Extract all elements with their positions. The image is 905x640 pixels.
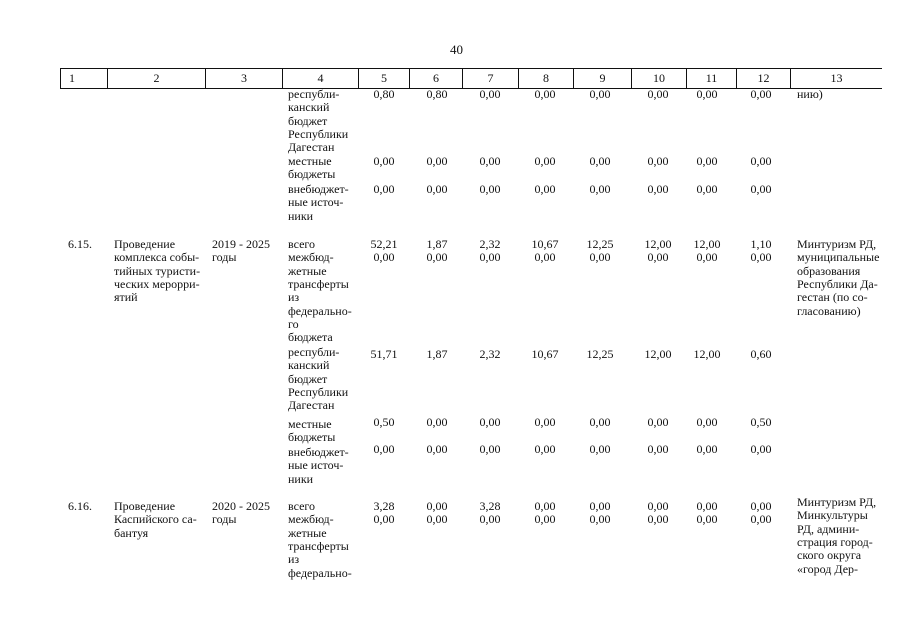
value-cell: 0,00 bbox=[750, 250, 772, 265]
value-cell: 0,00 bbox=[647, 182, 669, 196]
header-col-13: 13 bbox=[790, 69, 882, 88]
value-cell: 0,00 bbox=[589, 250, 611, 265]
source-label: федерально- bbox=[288, 565, 352, 580]
source-label: бюджет bbox=[288, 371, 328, 386]
value-cell: 3,28 bbox=[479, 499, 501, 513]
page-number: 40 bbox=[450, 42, 463, 57]
header-col-8: 8 bbox=[518, 69, 573, 88]
source-label: бюджеты bbox=[288, 430, 336, 445]
source-label: канский bbox=[288, 100, 330, 115]
value-cell: 0,00 bbox=[479, 87, 501, 101]
value-cell: 0,00 bbox=[479, 415, 501, 429]
value-cell: 0,00 bbox=[647, 499, 669, 513]
value-cell: 0,50 bbox=[373, 415, 395, 429]
value-cell: 0,80 bbox=[373, 87, 395, 101]
value-cell: 1,10 bbox=[750, 237, 772, 251]
executor: Минкультуры bbox=[797, 508, 868, 523]
value-cell: 12,00 bbox=[693, 237, 721, 251]
value-cell: 0,00 bbox=[426, 442, 448, 456]
value-cell: 52,21 bbox=[370, 237, 398, 251]
value-cell: 0,00 bbox=[750, 182, 772, 196]
value-cell: 0,00 bbox=[589, 154, 611, 168]
value-cell: 0,00 bbox=[534, 499, 556, 513]
value-cell: 12,00 bbox=[644, 347, 672, 361]
header-col-7: 7 bbox=[462, 69, 518, 88]
measure-name: Проведение bbox=[114, 499, 176, 513]
value-cell: 0,00 bbox=[750, 512, 772, 527]
value-cell: 0,00 bbox=[534, 87, 556, 101]
value-cell: 0,00 bbox=[696, 415, 718, 429]
header-col-11: 11 bbox=[686, 69, 736, 88]
period: 2020 - 2025 bbox=[212, 499, 270, 513]
source-label: всего bbox=[288, 237, 316, 251]
source-label: го bbox=[288, 316, 299, 331]
source-label: местные bbox=[288, 154, 332, 168]
value-cell: 0,00 bbox=[479, 442, 501, 456]
source-label: ные источ- bbox=[288, 458, 344, 473]
measure-name: Проведение bbox=[114, 237, 176, 251]
executor: страция город- bbox=[797, 534, 873, 549]
measure-name: комплекса собы- bbox=[114, 250, 200, 265]
value-cell: 0,00 bbox=[589, 87, 611, 101]
value-cell: 0,00 bbox=[647, 87, 669, 101]
source-label: из bbox=[288, 552, 300, 567]
period: годы bbox=[212, 512, 237, 527]
executor: Минтуризм РД, bbox=[797, 495, 877, 509]
period: 2019 - 2025 bbox=[212, 237, 270, 251]
measure-name: ятий bbox=[114, 290, 138, 305]
value-cell: 12,25 bbox=[586, 347, 614, 361]
value-cell: 10,67 bbox=[531, 347, 559, 361]
source-label: внебюджет- bbox=[288, 182, 349, 196]
value-cell: 0,00 bbox=[589, 442, 611, 456]
value-cell: 0,00 bbox=[696, 182, 718, 196]
value-cell: 0,00 bbox=[479, 250, 501, 265]
value-cell: 0,00 bbox=[426, 182, 448, 196]
value-cell: 0,00 bbox=[647, 442, 669, 456]
value-cell: 51,71 bbox=[370, 347, 398, 361]
value-cell: 0,00 bbox=[750, 87, 772, 101]
value-cell: 0,00 bbox=[534, 512, 556, 527]
source-label: Дагестан bbox=[288, 398, 335, 413]
source-label: жетные bbox=[288, 525, 327, 540]
source-label: ники bbox=[288, 471, 314, 486]
value-cell: 0,00 bbox=[696, 442, 718, 456]
measure-name: ческих мероpри- bbox=[114, 276, 200, 291]
value-cell: 0,00 bbox=[373, 250, 395, 265]
value-cell: 1,87 bbox=[426, 347, 448, 361]
table-header bbox=[60, 68, 882, 89]
measure-name: бантуя bbox=[114, 525, 149, 540]
value-cell: 0,00 bbox=[534, 182, 556, 196]
source-label: канский bbox=[288, 358, 330, 373]
value-cell: 0,00 bbox=[373, 442, 395, 456]
value-cell: 0,00 bbox=[696, 499, 718, 513]
header-col-2: 2 bbox=[107, 69, 205, 88]
source-label: межбюд- bbox=[288, 512, 334, 527]
value-cell: 0,00 bbox=[373, 182, 395, 196]
value-cell: 0,00 bbox=[589, 182, 611, 196]
value-cell: 0,00 bbox=[373, 154, 395, 168]
value-cell: 0,80 bbox=[426, 87, 448, 101]
value-cell: 0,00 bbox=[534, 250, 556, 265]
value-cell: 12,25 bbox=[586, 237, 614, 251]
value-cell: 0,00 bbox=[426, 512, 448, 527]
value-cell: 0,00 bbox=[750, 499, 772, 513]
header-col-3: 3 bbox=[205, 69, 282, 88]
value-cell: 10,67 bbox=[531, 237, 559, 251]
value-cell: 0,50 bbox=[750, 415, 772, 429]
source-label: жетные bbox=[288, 263, 327, 278]
measure-name: тийных туристи- bbox=[114, 263, 201, 278]
executor: образования bbox=[797, 263, 861, 278]
value-cell: 0,00 bbox=[696, 154, 718, 168]
executor: «город Дер- bbox=[797, 561, 859, 576]
value-cell: 0,00 bbox=[647, 415, 669, 429]
value-cell: 0,00 bbox=[750, 154, 772, 168]
executor: РД, админи- bbox=[797, 521, 860, 536]
source-label: Республики bbox=[288, 126, 349, 141]
executor: Минтуризм РД, bbox=[797, 237, 877, 251]
value-cell: 0,00 bbox=[373, 512, 395, 527]
value-cell: 0,00 bbox=[479, 512, 501, 527]
source-label: межбюд- bbox=[288, 250, 334, 265]
header-col-12: 12 bbox=[736, 69, 790, 88]
value-cell: 0,00 bbox=[696, 87, 718, 101]
executor: гестан (по со- bbox=[797, 290, 868, 305]
source-label: внебюджет- bbox=[288, 445, 349, 459]
executor: Республики Да- bbox=[797, 276, 878, 291]
value-cell: 0,00 bbox=[647, 154, 669, 168]
value-cell: 12,00 bbox=[693, 347, 721, 361]
value-cell: 0,00 bbox=[534, 154, 556, 168]
executor-tail: нию) bbox=[797, 87, 823, 101]
value-cell: 0,00 bbox=[647, 250, 669, 265]
header-col-4: 4 bbox=[282, 69, 358, 88]
source-label: трансферты bbox=[288, 276, 349, 291]
executor: ского округа bbox=[797, 548, 862, 563]
measure-name: Каспийского са- bbox=[114, 512, 197, 527]
source-label: республи- bbox=[288, 87, 340, 101]
source-label: трансферты bbox=[288, 538, 349, 553]
source-label: бюджеты bbox=[288, 167, 336, 182]
value-cell: 0,00 bbox=[426, 250, 448, 265]
source-label: Дагестан bbox=[288, 140, 335, 155]
value-cell: 0,00 bbox=[696, 250, 718, 265]
value-cell: 0,00 bbox=[479, 154, 501, 168]
value-cell: 0,00 bbox=[750, 442, 772, 456]
value-cell: 0,00 bbox=[426, 154, 448, 168]
source-label: всего bbox=[288, 499, 316, 513]
value-cell: 0,00 bbox=[696, 512, 718, 527]
source-label: из bbox=[288, 290, 300, 305]
source-label: республи- bbox=[288, 345, 340, 359]
value-cell: 12,00 bbox=[644, 237, 672, 251]
value-cell: 2,32 bbox=[479, 347, 501, 361]
value-cell: 0,00 bbox=[426, 415, 448, 429]
source-label: ники bbox=[288, 208, 314, 223]
value-cell: 2,32 bbox=[479, 237, 501, 251]
executor: гласованию) bbox=[797, 303, 861, 318]
executor: муниципальные bbox=[797, 250, 880, 265]
value-cell: 0,00 bbox=[589, 512, 611, 527]
value-cell: 0,00 bbox=[589, 499, 611, 513]
value-cell: 0,00 bbox=[534, 442, 556, 456]
source-label: бюджет bbox=[288, 113, 328, 128]
header-col-10: 10 bbox=[631, 69, 686, 88]
period: годы bbox=[212, 250, 237, 265]
source-label: ные источ- bbox=[288, 195, 344, 210]
value-cell: 0,00 bbox=[479, 182, 501, 196]
row-number: 6.16. bbox=[68, 499, 92, 513]
source-label: местные bbox=[288, 417, 332, 431]
value-cell: 0,00 bbox=[647, 512, 669, 527]
source-label: Республики bbox=[288, 384, 349, 399]
source-label: бюджета bbox=[288, 330, 333, 345]
value-cell: 3,28 bbox=[373, 499, 395, 513]
header-col-6: 6 bbox=[409, 69, 462, 88]
value-cell: 0,00 bbox=[589, 415, 611, 429]
header-col-9: 9 bbox=[573, 69, 631, 88]
source-label: федерально- bbox=[288, 303, 352, 318]
row-number: 6.15. bbox=[68, 237, 92, 251]
value-cell: 0,00 bbox=[534, 415, 556, 429]
header-col-5: 5 bbox=[358, 69, 409, 88]
header-col-1: 1 bbox=[60, 69, 107, 88]
value-cell: 0,00 bbox=[426, 499, 448, 513]
value-cell: 0,60 bbox=[750, 347, 772, 361]
value-cell: 1,87 bbox=[426, 237, 448, 251]
